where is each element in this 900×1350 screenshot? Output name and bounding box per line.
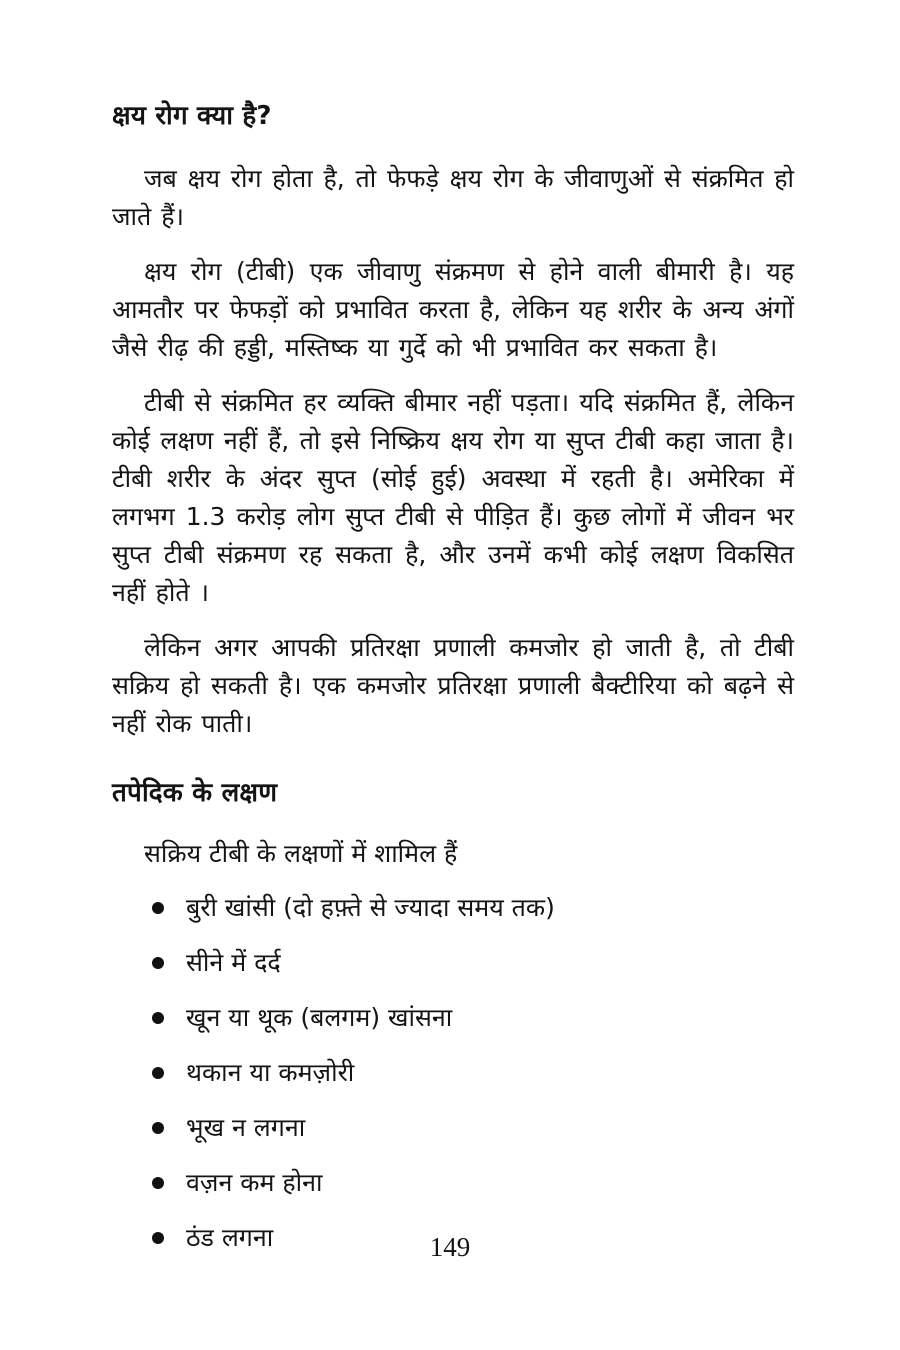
list-item-no-appetite [152, 1109, 794, 1147]
list-item-label: खून या थूक (बलगम) खांसना [186, 1002, 453, 1032]
list-item-fatigue [152, 1054, 794, 1092]
list-item-label: भूख न लगना [186, 1112, 306, 1142]
list-item-coughing-blood [152, 999, 794, 1037]
bullet-icon [152, 1012, 164, 1024]
paragraph-tb-definition: क्षय रोग (टीबी) एक जीवाणु संक्रमण से होने वाली बीमारी है। यह आमतौर पर फेफड़ों को प्रभावित करता है, लेकिन यह शरीर के अन्य अंगों जैसे रीढ़ की हड्डी, मस्तिष्क या गुर्दे को भी प्रभावित कर सकता है। [112, 256, 794, 362]
list-item-label: ठंड लगना [186, 1222, 274, 1252]
list-item-label: थकान या कमज़ोरी [186, 1057, 355, 1087]
paragraph-immune-system: लेकिन अगर आपकी प्रतिरक्षा प्रणाली कमजोर हो जाती है, तो टीबी सक्रिय हो सकती है। एक कमजोर प्रतिरक्षा प्रणाली बैक्टीरिया को बढ़ने से नहीं रोक पाती। [112, 632, 794, 738]
bullet-icon [152, 1122, 164, 1134]
section-heading-symptoms: तपेदिक के लक्षण [112, 777, 278, 808]
page-content [112, 100, 794, 1274]
symptom-list [112, 889, 794, 1257]
list-item-label: वज़न कम होना [186, 1167, 323, 1197]
page-number: 149 [429, 1232, 471, 1262]
bullet-icon [152, 957, 164, 969]
section-heading-what-is-tb: क्षय रोग क्या है? [112, 101, 272, 131]
symptoms-intro: सक्रिय टीबी के लक्षणों में शामिल हैं [144, 838, 458, 868]
list-item-weight-loss [152, 1164, 794, 1202]
paragraph-latent-tb: टीबी से संक्रमित हर व्यक्ति बीमार नहीं पड़ता। यदि संक्रमित हैं, लेकिन कोई लक्षण नहीं हैं, तो इसे निष्क्रिय क्षय रोग या सुप्त टीबी कहा जाता है। टीबी शरीर के अंदर सुप्त (सोई हुई) अवस्था में रहती है। अमेरिका में लगभग 1.3 करोड़ लोग सुप्त टीबी से पीड़ित हैं। कुछ लोगों में जीवन भर सुप्त टीबी संक्रमण रह सकता है, और उनमें कभी कोई लक्षण विकसित नहीं होते । [112, 387, 794, 607]
list-item-label: सीने में दर्द [186, 947, 281, 977]
list-item-bad-cough [152, 889, 794, 927]
bullet-icon [152, 1177, 164, 1189]
list-item-chest-pain [152, 944, 794, 982]
list-item-label: बुरी खांसी (दो हफ़्ते से ज्यादा समय तक) [186, 892, 555, 922]
bullet-icon [152, 902, 164, 914]
paragraph-infection: जब क्षय रोग होता है, तो फेफड़े क्षय रोग के जीवाणुओं से संक्रमित हो जाते हैं। [112, 163, 794, 231]
bullet-icon [152, 1067, 164, 1079]
